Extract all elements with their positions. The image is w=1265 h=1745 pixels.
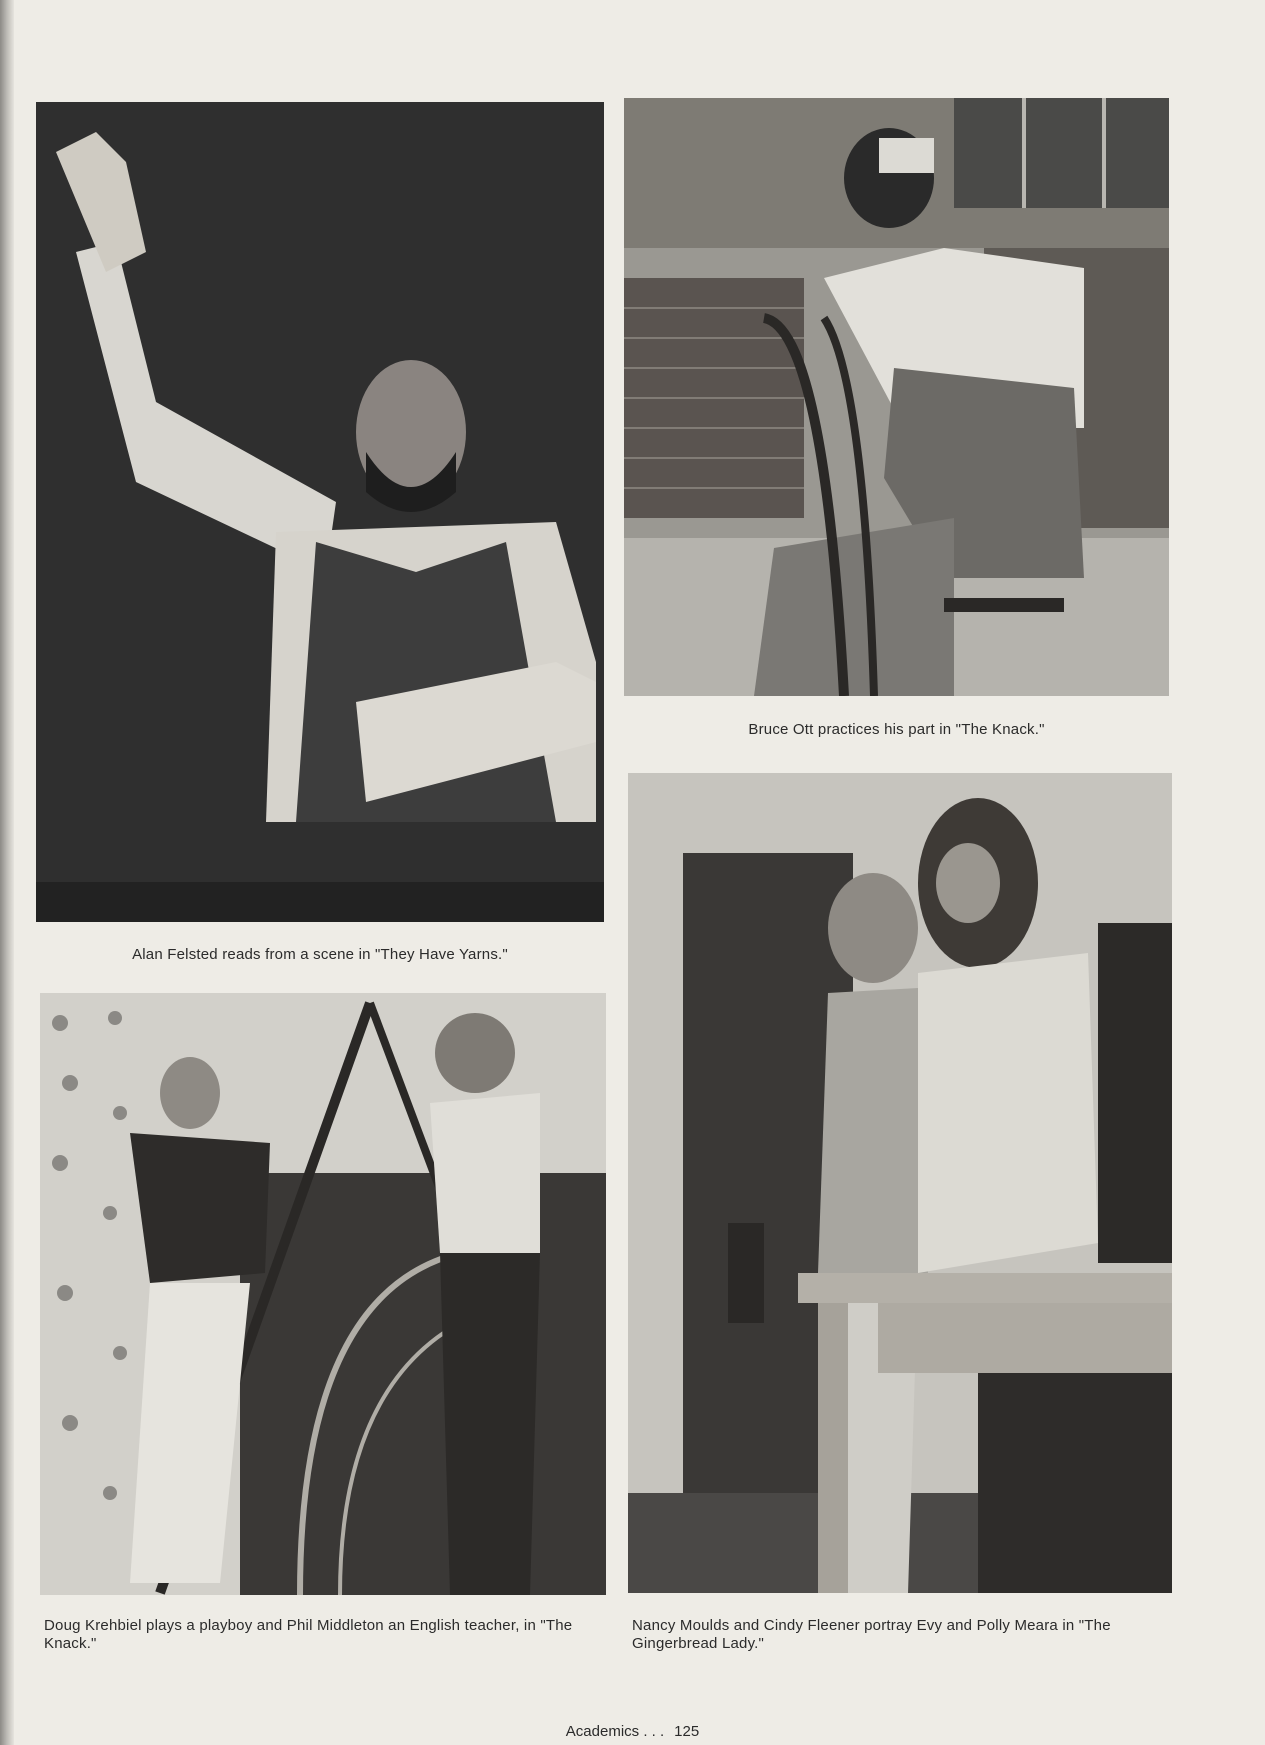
photo-bruce-ott-image bbox=[624, 98, 1169, 696]
photo-moulds-fleener-image bbox=[628, 773, 1172, 1593]
photo-alan-felsted bbox=[36, 102, 604, 922]
photo-krehbiel-middleton bbox=[40, 993, 606, 1595]
caption-moulds-fleener: Nancy Moulds and Cindy Fleener portray Evy and Polly Meara in "The Gingerbread Lady." bbox=[632, 1617, 1111, 1652]
page-folio bbox=[0, 1723, 1265, 1740]
photo-bruce-ott bbox=[624, 98, 1169, 696]
caption-bruce-ott: Bruce Ott practices his part in "The Knack." bbox=[748, 721, 1045, 738]
photo-krehbiel-middleton-image bbox=[40, 993, 606, 1595]
folio-section: Academics . . . bbox=[565, 1723, 665, 1740]
photo-moulds-fleener bbox=[628, 773, 1172, 1593]
caption-krehbiel-middleton: Doug Krehbiel plays a playboy and Phil Middleton an English teacher, in "The Knack." bbox=[44, 1617, 573, 1652]
photo-alan-felsted-image bbox=[36, 102, 604, 922]
caption-alan-felsted: Alan Felsted reads from a scene in "They Have Yarns." bbox=[132, 946, 508, 963]
binding-edge bbox=[0, 0, 14, 1745]
folio-page-number: 125 bbox=[674, 1723, 700, 1740]
